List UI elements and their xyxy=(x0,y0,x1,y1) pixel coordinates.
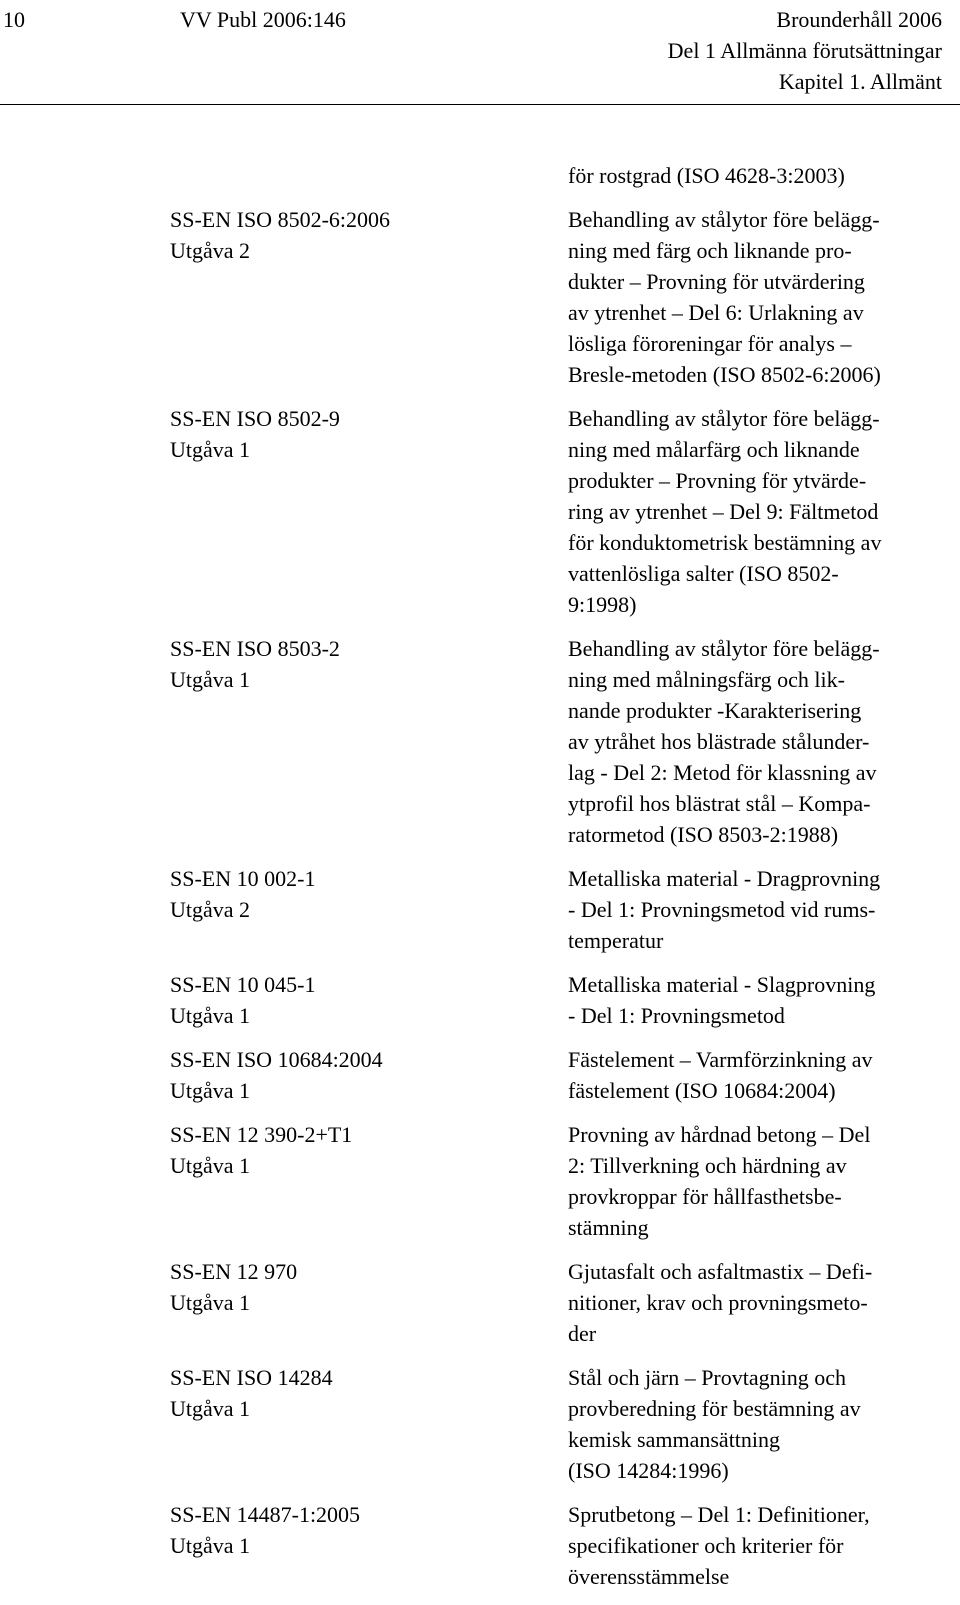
standard-title-line: - Del 1: Provningsmetod vid rums- xyxy=(568,897,876,922)
standard-designation xyxy=(170,969,550,1031)
standard-code: SS-EN ISO 8502-9 xyxy=(170,406,340,431)
standard-title-line: Behandling av stålytor före belägg- xyxy=(568,406,880,431)
standard-title-line: Stål och järn – Provtagning och xyxy=(568,1365,847,1390)
standard-title-line: 2: Tillverkning och härdning av xyxy=(568,1153,847,1178)
standard-title-line: fästelement (ISO 10684:2004) xyxy=(568,1078,836,1103)
header-running-title xyxy=(668,4,942,97)
standard-title-line: (ISO 14284:1996) xyxy=(568,1458,729,1483)
standard-edition: Utgåva 1 xyxy=(170,1003,251,1028)
standard-code: SS-EN ISO 10684:2004 xyxy=(170,1047,383,1072)
standard-entry xyxy=(0,633,960,850)
standard-code: SS-EN ISO 14284 xyxy=(170,1365,333,1390)
standard-title-line: 9:1998) xyxy=(568,592,637,617)
standard-entry xyxy=(0,969,960,1031)
standard-designation xyxy=(170,1256,550,1318)
standard-designation xyxy=(170,863,550,925)
standard-title-line: vattenlösliga salter (ISO 8502- xyxy=(568,561,839,586)
standard-title-line: produkter – Provning för ytvärde- xyxy=(568,468,867,493)
standard-title xyxy=(568,403,948,620)
standard-title xyxy=(568,1044,948,1106)
standard-title-line: av ytråhet hos blästrade stålunder- xyxy=(568,729,870,754)
standard-title-line: Metalliska material - Dragprovning xyxy=(568,866,881,891)
standard-title-line: ring av ytrenhet – Del 9: Fältmetod xyxy=(568,499,879,524)
standard-title-line: ytprofil hos blästrat stål – Kompa- xyxy=(568,791,871,816)
standard-title-line: nitioner, krav och provningsmeto- xyxy=(568,1290,868,1315)
standard-title-line: temperatur xyxy=(568,928,664,953)
standard-title-line: av ytrenhet – Del 6: Urlakning av xyxy=(568,300,864,325)
standard-entry xyxy=(0,1119,960,1243)
standard-title-line: lag - Del 2: Metod för klassning av xyxy=(568,760,877,785)
standards-list xyxy=(0,160,960,1605)
standard-title xyxy=(568,1362,948,1486)
standard-title-line: ning med målningsfärg och lik- xyxy=(568,667,845,692)
continued-title: för rostgrad (ISO 4628-3:2003) xyxy=(568,163,845,188)
standard-edition: Utgåva 1 xyxy=(170,1533,251,1558)
standard-title-line: Behandling av stålytor före belägg- xyxy=(568,207,880,232)
standard-code: SS-EN 14487-1:2005 xyxy=(170,1502,361,1527)
standard-code: SS-EN ISO 8503-2 xyxy=(170,636,340,661)
standard-title-line: der xyxy=(568,1321,597,1346)
standard-title-line: - Del 1: Provningsmetod xyxy=(568,1003,785,1028)
standard-title xyxy=(568,1499,948,1592)
page-header xyxy=(0,0,960,105)
standard-title-line: kemisk sammansättning xyxy=(568,1427,781,1452)
standard-title-line: ning med målarfärg och liknande xyxy=(568,437,860,462)
standard-edition: Utgåva 1 xyxy=(170,1078,251,1103)
standard-title-line: överensstämmelse xyxy=(568,1564,730,1589)
standard-title-line: Metalliska material - Slagprovning xyxy=(568,972,876,997)
standard-title-line: ning med färg och liknande pro- xyxy=(568,238,852,263)
standard-edition: Utgåva 1 xyxy=(170,1153,251,1178)
standard-entry xyxy=(0,204,960,390)
page-number: 10 xyxy=(3,7,25,32)
standard-title-line: dukter – Provning för utvärdering xyxy=(568,269,865,294)
standard-title xyxy=(568,633,948,850)
standard-entry xyxy=(0,863,960,956)
running-title-line: Kapitel 1. Allmänt xyxy=(778,69,942,94)
standard-title-line: Bresle-metoden (ISO 8502-6:2006) xyxy=(568,362,881,387)
standard-title-line: Fästelement – Varmförzinkning av xyxy=(568,1047,873,1072)
standard-title-line: provkroppar för hållfasthetsbe- xyxy=(568,1184,842,1209)
standard-entry xyxy=(0,1044,960,1106)
standard-designation xyxy=(170,403,550,465)
standard-designation xyxy=(170,633,550,695)
standard-entry xyxy=(0,403,960,620)
standard-edition: Utgåva 1 xyxy=(170,437,251,462)
standard-title-line: Behandling av stålytor före belägg- xyxy=(568,636,880,661)
standard-designation xyxy=(170,204,550,266)
standard-title xyxy=(568,969,948,1031)
standard-edition: Utgåva 2 xyxy=(170,897,251,922)
standard-edition: Utgåva 1 xyxy=(170,667,251,692)
standard-entry xyxy=(0,1499,960,1592)
standard-code: SS-EN ISO 8502-6:2006 xyxy=(170,207,391,232)
standard-designation xyxy=(170,1044,550,1106)
standard-code: SS-EN 10 045-1 xyxy=(170,972,316,997)
standard-entries xyxy=(0,204,960,1592)
standard-designation xyxy=(170,1499,550,1561)
standard-title xyxy=(568,863,948,956)
publication-id: VV Publ 2006:146 xyxy=(180,7,346,32)
standard-title xyxy=(568,204,948,390)
standard-code: SS-EN 12 970 xyxy=(170,1259,298,1284)
standard-edition: Utgåva 1 xyxy=(170,1396,251,1421)
standard-title-line: Gjutasfalt och asfaltmastix – Defi- xyxy=(568,1259,873,1284)
standard-title-line: stämning xyxy=(568,1215,649,1240)
standard-title-line: ratormetod (ISO 8503-2:1988) xyxy=(568,822,839,847)
standard-title xyxy=(568,1256,948,1349)
running-title-line: Brounderhåll 2006 xyxy=(776,7,942,32)
standard-title-line: för konduktometrisk bestämning av xyxy=(568,530,882,555)
standard-title-line: Sprutbetong – Del 1: Definitioner, xyxy=(568,1502,870,1527)
standard-title-line: Provning av hårdnad betong – Del xyxy=(568,1122,871,1147)
standard-entry xyxy=(0,1256,960,1349)
standard-designation xyxy=(170,1119,550,1181)
standard-designation xyxy=(170,1362,550,1424)
standard-entry xyxy=(0,1362,960,1486)
standard-code: SS-EN 12 390-2+T1 xyxy=(170,1122,353,1147)
standard-edition: Utgåva 1 xyxy=(170,1290,251,1315)
standard-title-line: lösliga föroreningar för analys – xyxy=(568,331,852,356)
standard-code: SS-EN 10 002-1 xyxy=(170,866,316,891)
standard-title-line: nande produkter -Karakterisering xyxy=(568,698,862,723)
standard-edition: Utgåva 2 xyxy=(170,238,251,263)
standard-title-line: specifikationer och kriterier för xyxy=(568,1533,844,1558)
standard-title-line: provberedning för bestämning av xyxy=(568,1396,861,1421)
standard-title xyxy=(568,1119,948,1243)
running-title-line: Del 1 Allmänna förutsättningar xyxy=(667,38,942,63)
